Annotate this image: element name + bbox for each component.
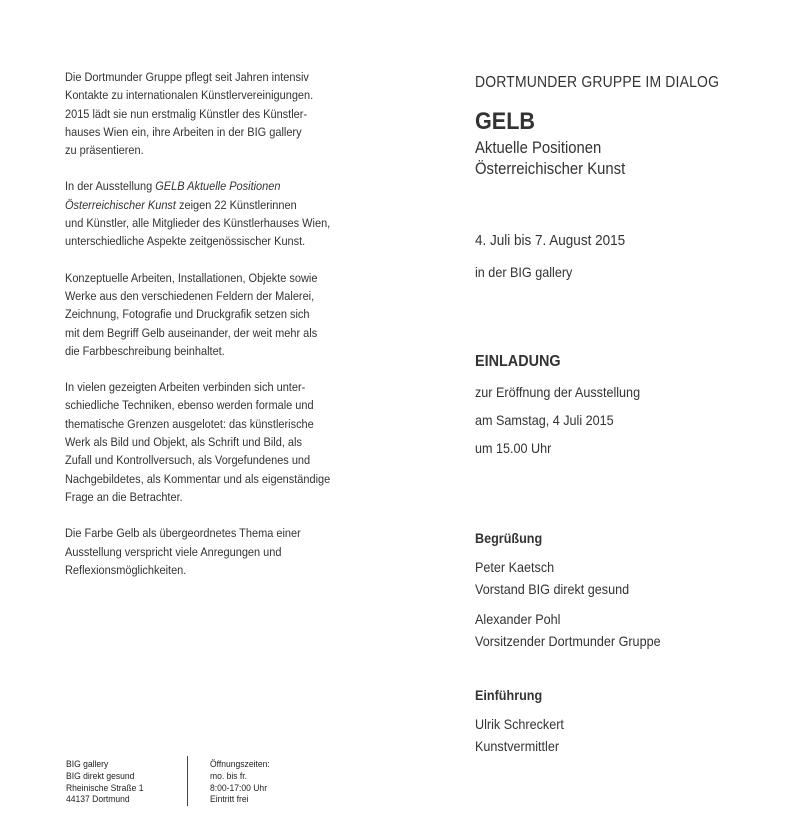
text-line: Konzeptuelle Arbeiten, Installationen, Objekte sowie bbox=[65, 270, 318, 285]
text-line: Werk als Bild und Objekt, als Schrift und Bild, als bbox=[65, 435, 302, 450]
text-line: Reflexionsmöglichkeiten. bbox=[65, 562, 187, 577]
speaker-name: Ulrik Schreckert bbox=[475, 716, 564, 732]
invitation-heading: EINLADUNG bbox=[475, 353, 561, 370]
invitation-line: am Samstag, 4 Juli 2015 bbox=[475, 412, 614, 428]
speaker-entry bbox=[475, 713, 564, 757]
exhibition-title: GELB bbox=[475, 108, 536, 135]
text-line: Werke aus den verschiedenen Feldern der Malerei, bbox=[65, 288, 315, 303]
speaker-entry bbox=[475, 556, 629, 600]
text-line: Nachgebildetes, als Kommentar und als eigenständige bbox=[65, 471, 331, 486]
paragraph-exhibition bbox=[65, 177, 385, 250]
paragraph-theme bbox=[65, 524, 385, 579]
text-fragment: In der Ausstellung bbox=[65, 179, 156, 194]
speaker-name: Alexander Pohl bbox=[475, 611, 561, 627]
text-line: mit dem Begriff Gelb auseinander, der weit mehr als bbox=[65, 325, 318, 340]
exhibition-title-italic: Österreichischer Kunst bbox=[65, 197, 176, 212]
speaker-role: Kunstvermittler bbox=[475, 738, 560, 754]
text-line: schiedliche Techniken, ebenso werden formale und bbox=[65, 398, 314, 413]
exhibition-dates: 4. Juli bis 7. August 2015 bbox=[475, 232, 626, 249]
text-line: In vielen gezeigten Arbeiten verbinden sich unter- bbox=[65, 380, 306, 395]
text-line: die Farbbeschreibung beinhaltet. bbox=[65, 343, 225, 358]
text-line: Kontakte zu internationalen Künstlervereinigungen. bbox=[65, 88, 314, 103]
subtitle-line: Aktuelle Positionen bbox=[475, 139, 602, 157]
address-line: BIG direkt gesund bbox=[66, 770, 135, 782]
introduction-heading: Einführung bbox=[475, 687, 543, 703]
address-line: 44137 Dortmund bbox=[66, 794, 130, 806]
text-line: Die Farbe Gelb als übergeordnetes Thema einer bbox=[65, 526, 301, 541]
paragraph-works bbox=[65, 269, 385, 360]
series-header: DORTMUNDER GRUPPE IM DIALOG bbox=[475, 74, 720, 91]
speaker-entry bbox=[475, 608, 661, 652]
invitation-line: um 15.00 Uhr bbox=[475, 440, 552, 456]
paragraph-intro bbox=[65, 68, 385, 159]
text-line bbox=[65, 196, 385, 214]
text-line bbox=[65, 177, 385, 195]
text-line: hauses Wien ein, ihre Arbeiten in der BIG gallery bbox=[65, 124, 302, 139]
speaker-role: Vorstand BIG direkt gesund bbox=[475, 581, 630, 597]
paragraph-techniques bbox=[65, 378, 385, 506]
text-line: unterschiedliche Aspekte zeitgenössischer Kunst. bbox=[65, 234, 306, 249]
hours-line: Eintritt frei bbox=[210, 794, 249, 806]
hours-line: Öffnungszeiten: bbox=[210, 759, 270, 770]
text-line: 2015 lädt sie nun erstmalig Künstler des Künstler- bbox=[65, 106, 308, 121]
speaker-name: Peter Kaetsch bbox=[475, 559, 555, 575]
footer-divider bbox=[187, 756, 188, 806]
hours-line: mo. bis fr. bbox=[210, 770, 248, 782]
text-line: Zeichnung, Fotografie und Druckgrafik setzen sich bbox=[65, 307, 310, 322]
gallery-address bbox=[66, 759, 201, 806]
subtitle-line: Österreichischer Kunst bbox=[475, 160, 626, 178]
greeting-heading: Begrüßung bbox=[475, 530, 543, 546]
exhibition-title-italic: GELB Aktuelle Positionen bbox=[155, 179, 281, 194]
text-line: Frage an die Betrachter. bbox=[65, 489, 183, 504]
description-text bbox=[65, 68, 385, 597]
invitation-line: zur Eröffnung der Ausstellung bbox=[475, 384, 641, 400]
hours-line: 8:00-17:00 Uhr bbox=[210, 782, 268, 794]
exhibition-venue: in der BIG gallery bbox=[475, 264, 573, 280]
text-line: zu präsentieren. bbox=[65, 143, 144, 158]
address-line: BIG gallery bbox=[66, 759, 109, 770]
text-line: thematische Grenzen ausgelotet: das künstlerische bbox=[65, 416, 314, 431]
text-line: Die Dortmunder Gruppe pflegt seit Jahren intensiv bbox=[65, 70, 309, 84]
text-line: Ausstellung verspricht viele Anregungen und bbox=[65, 544, 282, 559]
text-line: und Künstler, alle Mitglieder des Künstlerhauses Wien, bbox=[65, 216, 331, 231]
opening-hours bbox=[210, 759, 300, 806]
text-fragment: zeigen 22 Künstlerinnen bbox=[175, 197, 297, 212]
address-line: Rheinische Straße 1 bbox=[66, 782, 144, 794]
exhibition-subtitle bbox=[475, 138, 625, 180]
text-line: Zufall und Kontrollversuch, als Vorgefundenes und bbox=[65, 453, 311, 468]
speaker-role: Vorsitzender Dortmunder Gruppe bbox=[475, 633, 661, 649]
